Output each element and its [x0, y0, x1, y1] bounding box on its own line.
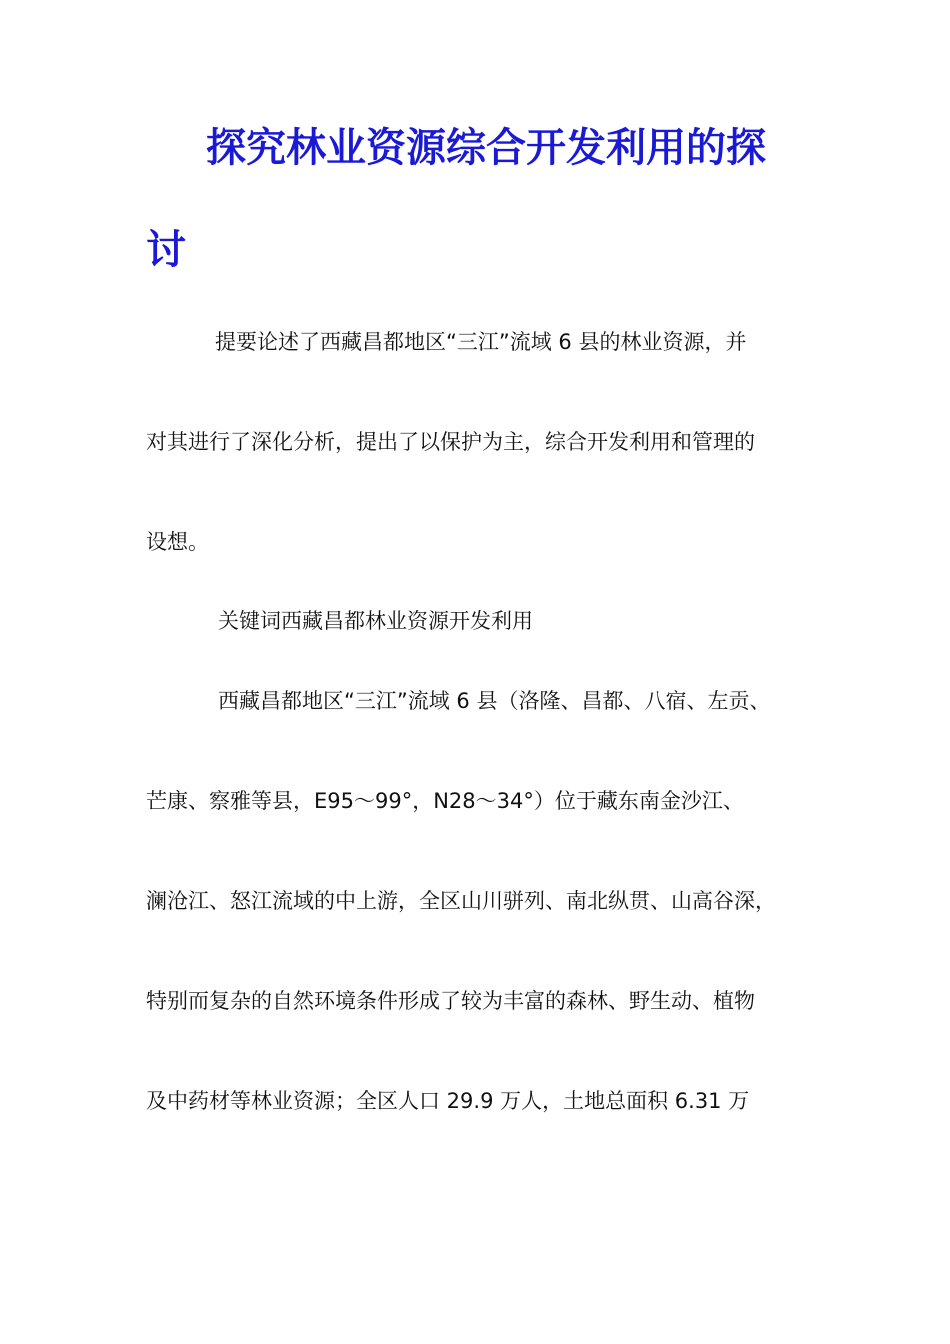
body-line-3: 澜沧江、怒江流域的中上游，全区山川骈列、南北纵贯、山高谷深，: [146, 889, 776, 913]
body-line-1: 西藏昌都地区“三江”流域 6 县（洛隆、昌都、八宿、左贡、: [218, 689, 771, 713]
keywords-line: 关键词西藏昌都林业资源开发利用: [218, 609, 533, 633]
body-line-4: 特别而复杂的自然环境条件形成了较为丰富的森林、野生动、植物: [146, 989, 755, 1013]
body-line-5: 及中药材等林业资源；全区人口 29.9 万人，土地总面积 6.31 万: [146, 1089, 750, 1113]
document-title-line-1: 探究林业资源综合开发利用的探: [206, 125, 766, 171]
abstract-line-3: 设想。: [146, 530, 209, 554]
document-title-line-2: 讨: [146, 227, 186, 273]
body-line-2: 芒康、察雅等县，E95～99°，N28～34°）位于藏东南金沙江、: [146, 789, 744, 813]
abstract-line-2: 对其进行了深化分析，提出了以保护为主，综合开发利用和管理的: [146, 430, 755, 454]
abstract-line-1: 提要论述了西藏昌都地区“三江”流域 6 县的林业资源，并: [215, 330, 747, 354]
